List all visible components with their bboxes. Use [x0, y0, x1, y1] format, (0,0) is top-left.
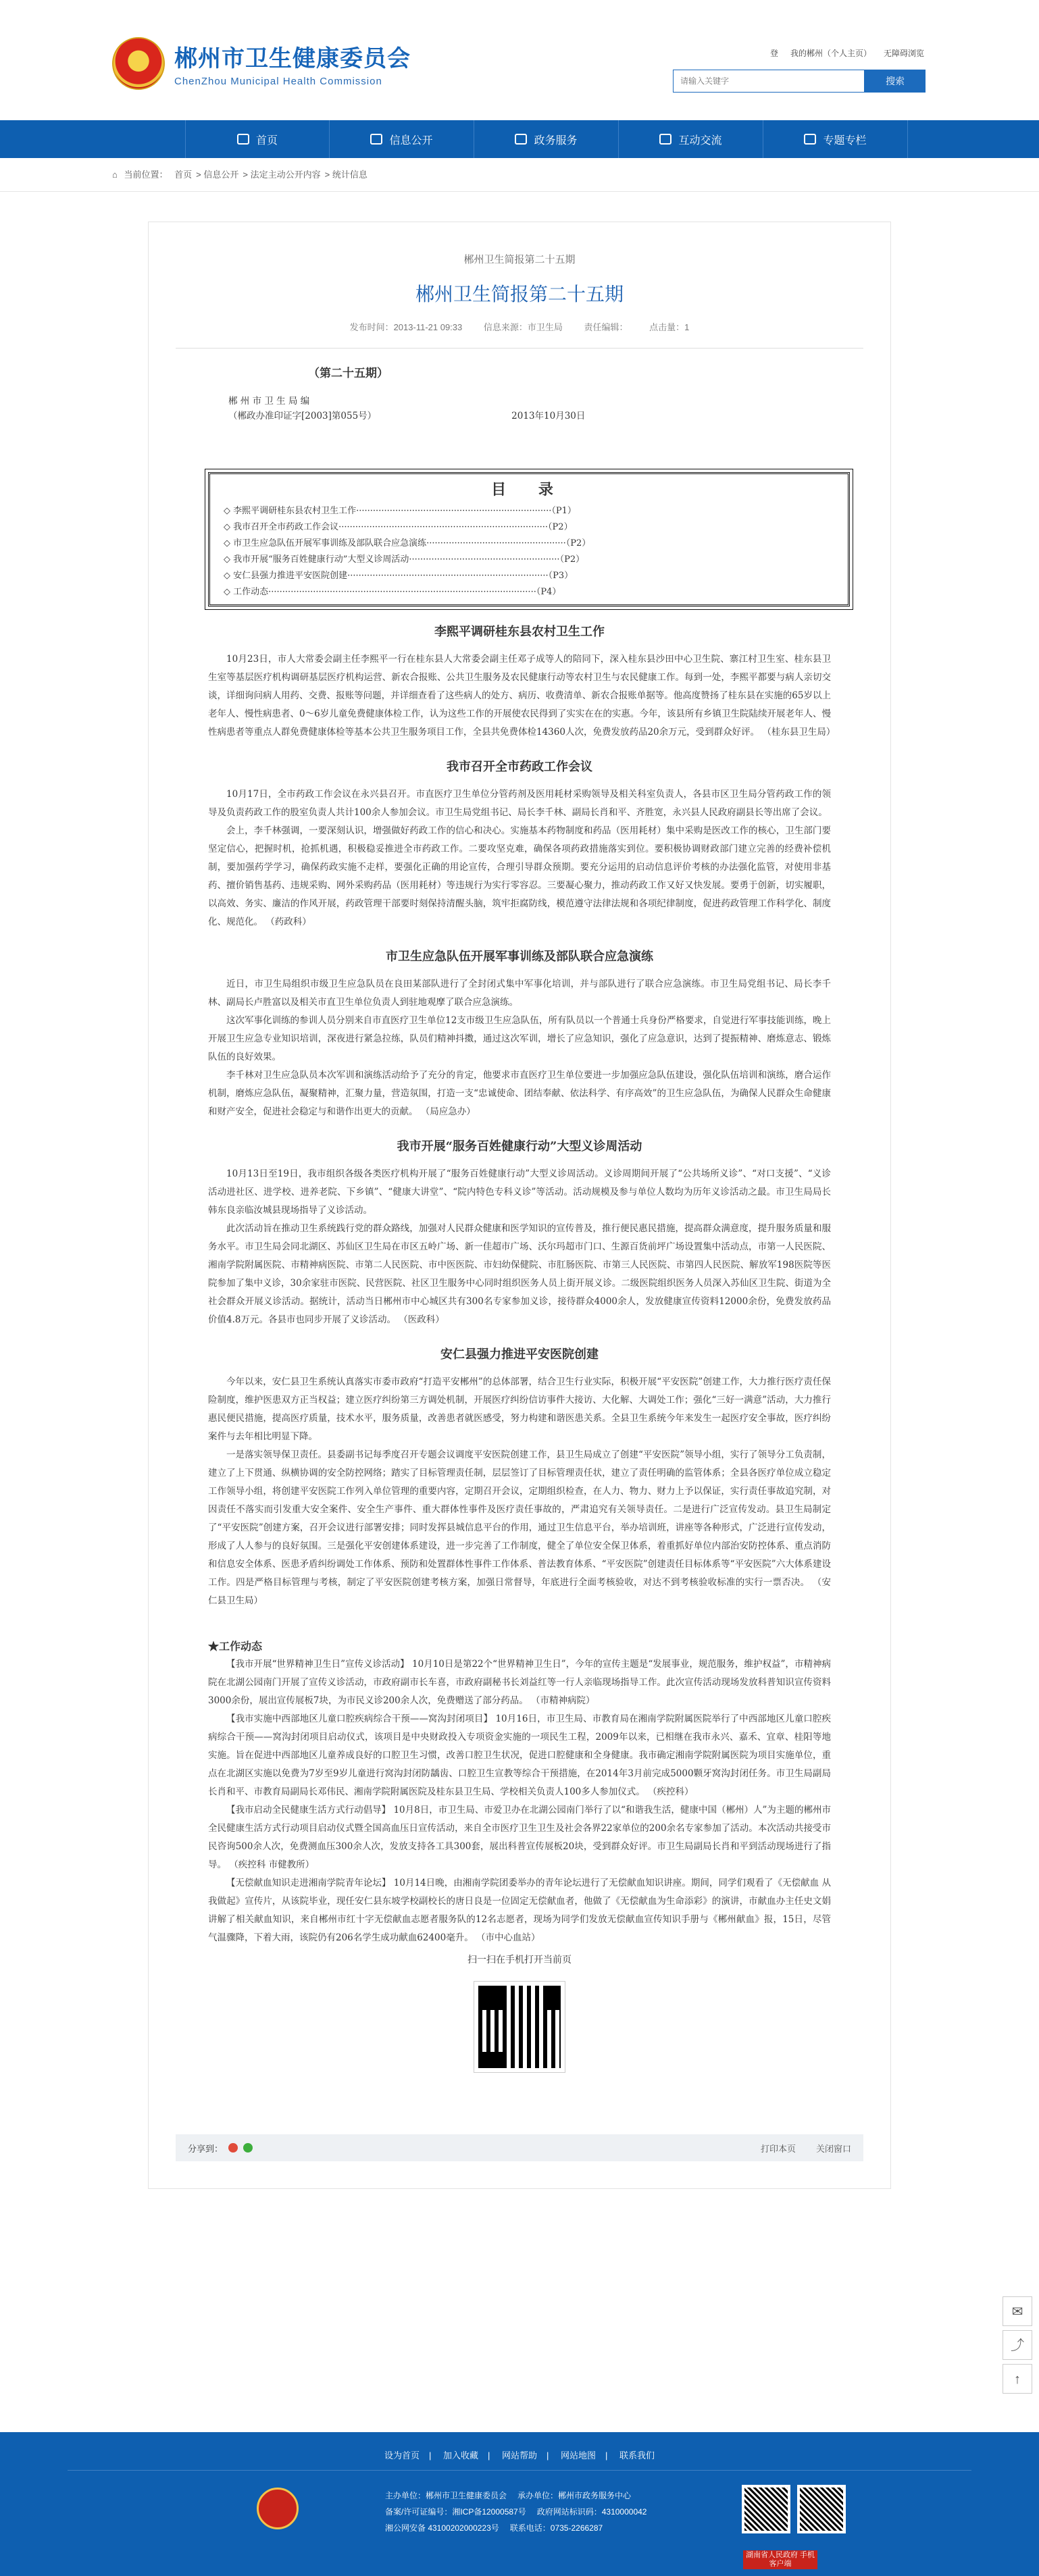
side-float-bar [1003, 2296, 1032, 2398]
bureau-info: 郴 州 市 卫 生 局 编 （郴政办准印证字[2003]第055号） 2013年10月30日 [228, 396, 586, 421]
section-title: 我市开展“服务百姓健康行动”大型义诊周活动 [397, 1139, 642, 1154]
nav-home[interactable]: 首页 [185, 120, 330, 158]
article [148, 222, 891, 2189]
footer-info: 主办单位：郴州市卫生健康委员会 承办单位：郴州市政务服务中心 备案/许可证编号：湘ICP备12000587号 政府网站标识码：4310000042 湘公网安备 43100202000223号 联系电话：0735-2266287 [385, 2491, 647, 2533]
paragraph: 一是落实领导保卫责任。县委副书记每季度召开专题会议调度平安医院创建工作，县卫生局成立了创建“平安医院”领导小组，实行了领导分工负责制，建立了上下贯通、纵横协调的安全防控网络；踏实了目标管理责任制，层层签订了目标管理责任状，建立了责任明确的监管体系；全县各医疗单位成立稳定工作领导小组，将创建平安医院工作列入单位管理的重要内容，定期召开会议，定期组织检查，在人力、物力、财力上予以保证，实行责任事故追究制，对因责任不落实而引发重大安全案件、安全生产事件、重大群体性事件及医疗责任事故的，严肃追究有关领导责任。二是进行广泛宣传发动。县卫生局制定了“平安医院”创建方案，召开会议进行部署安排；同时发挥县城信息平台的作用，通过卫生信息平台，举办培训班，讲座等各种形式，广泛进行宣传发动，形成了人人参与的良好氛围。三是强化平安创建体系建设，进一步完善了工作制度，健全了单位安全保卫体系，着重抓好单位内部治安防控体系、重点消防和信息安全体系、医患矛盾纠纷调处工作体系、预防和处置群体性事件工作体系、普法教育体系、“平安医院”创建责任目标体系等“平安医院”六大体系建设工作。四是严格目标管理与考核，制定了平安医院创建考核方案，加强日常督导，年底进行全面考核验收，对达不到考核验收标准的实行一票否决。 （安仁县卫生局） [208, 1449, 831, 1606]
paragraph: 10月17日，全市药政工作会议在永兴县召开。市直医疗卫生单位分管药剂及医用耗材采购领导及相关科室负责人，各县市区卫生局分管药政工作的领导及负责药政工作的股室负责人共计100余人参加会议。市卫生局党组书记、局长李千林、副局长肖和平、齐胜宽，永兴县人民政府副县长等出席了会议。 [208, 789, 831, 818]
section-title: 市卫生应急队伍开展军事训练及部队联合应急演练 [386, 950, 653, 964]
nav-info-disclosure[interactable]: 信息公开 [330, 120, 474, 158]
home-icon [237, 134, 249, 145]
breadcrumb: ⌂ 当前位置： 首页 > 信息公开 > 法定主动公开内容 > 统计信息 [0, 158, 1039, 192]
toc-item: ◇ 我市召开全市药政工作会议···········································································（P2） [224, 522, 573, 532]
nav-interaction[interactable]: 互动交流 [619, 120, 763, 158]
footer-qr-code [742, 2485, 790, 2533]
paragraph: 10月13日至19日，我市组织各级各类医疗机构开展了“服务百姓健康行动”大型义诊周活动。义诊周期间开展了“公共场所义诊”、“对口支援”、“义诊活动进社区、进学校、进养老院、下乡镇”、“健康大讲堂”、“院内特色专科义诊”等活动。活动规模及参与单位人数均为历年义诊活动之最。市卫生局局长韩东良亲临汝城县现场指导了义诊活动。 [208, 1168, 831, 1216]
footer-qr-code [797, 2485, 846, 2533]
weibo-icon[interactable] [228, 2143, 238, 2153]
accessibility-link[interactable]: 无障碍浏览 [883, 49, 924, 58]
toc-item: ◇ 市卫生应急队伍开展军事训练及部队联合应急演练··················································（P2） [224, 538, 591, 548]
table-of-contents [208, 472, 850, 607]
footer-link[interactable]: 加入收藏 [442, 2450, 478, 2461]
header [0, 0, 1039, 120]
paragraph: 这次军事化训练的参训人员分别来自市直医疗卫生单位12支市级卫生应急队伍，所有队员以一个普通士兵身份严格要求，自觉进行军事技能训练，晚上开展卫生应急专业知识培训，深夜进行紧急拉练，队员们精神抖擞，通过这次军训，增长了应急知识，强化了应急意识，达到了提振精神、磨炼意志、锻炼队伍的良好效果。 [208, 1015, 831, 1062]
article-title: 郴州卫生简报第二十五期 [415, 283, 624, 305]
site-logo[interactable] [112, 37, 411, 90]
paragraph: 【我市启动全民健康生活方式行动倡导】 10月8日，市卫生局、市爱卫办在北湖公园南门举行了以“和谐我生活，健康中国（郴州）人”为主题的郴州市全民健康生活方式行动项目启动仪式暨全国高血压日宣传活动，来自全市医疗卫生卫生及社会各界22家单位的200余名专家参加了活动。本次活动共接受市民咨询500余人次，免费测血压300余人次，发放支持各工具300套，展出科普宣传展板20块，受到群众好评。市卫生局副局长肖和平到活动现场进行了指导。 （疾控科 市健教所） [208, 1805, 831, 1870]
article-subtitle: 郴州卫生简报第二十五期 [463, 254, 576, 265]
qr-caption: 扫一扫在手机打开当前页 [467, 1955, 572, 1965]
national-emblem-icon [112, 37, 165, 90]
gov-app-badge[interactable]: 湖南省人民政府 手机客户端 [743, 2550, 817, 2569]
search-button[interactable]: 搜索 [865, 70, 926, 93]
search-bar [673, 70, 926, 93]
paragraph: 李千林对卫生应急队员本次军训和演练活动给予了充分的肯定，他要求市直医疗卫生单位要进一步加强应急队伍建设，强化队伍培训和演练，磨合运作机制，磨炼应急队伍，凝聚精神，汇聚力量，营造氛围，打造一支“忠诚使命、团结奉献、依法科学、有序高效”的卫生应急队伍，为确保人民群众生命健康和财产安全，促进社会稳定与和谐作出更大的贡献。 （局应急办） [208, 1070, 831, 1117]
toc-item: ◇ 安仁县强力推进平安医院创建········································································（P3） [224, 571, 574, 581]
section-title: 李熙平调研桂东县农村卫生工作 [434, 625, 605, 639]
footer-links: 设为首页 | 加入收藏 | 网站帮助 | 网站地图 | 联系我们 [384, 2450, 655, 2461]
section-title: 安仁县强力推进平安医院创建 [440, 1347, 599, 1362]
toc-item: ◇ 工作动态································································································（P4） [224, 587, 561, 597]
paragraph: 【我市开展“世界精神卫生日”宣传义诊活动】 10月10日是第22个“世界精神卫生日”，今年的宣传主题是“发展事业，规范服务，维护权益”，市精神病院在北湖公园南门开展了宣传义诊活动，市政府副市长车喜，市政府副秘书长刘益红等一行人亲临现场指导工作。此次宣传活动现场发放科普知识宣传资料3000余份，展出宣传展板7块，为市民义诊200余人次，免费赠送了部分药品。 （市精神病院） [208, 1659, 831, 1706]
layers-icon [804, 134, 816, 145]
crumb-legal[interactable]: 法定主动公开内容 [250, 170, 321, 180]
top-links [770, 47, 924, 59]
toc-title: 目 录 [491, 481, 567, 498]
nav-special-topics[interactable]: 专题专栏 [763, 120, 908, 158]
my-chenzhou-link[interactable]: 我的郴州（个人主页） [790, 49, 871, 58]
footer [0, 2432, 1039, 2576]
issue-number: （第二十五期） [308, 367, 388, 380]
site-subtitle: ChenZhou Municipal Health Commission [174, 76, 382, 87]
print-button[interactable]: 打印本页 [760, 2143, 796, 2154]
qr-code [474, 1982, 565, 2072]
paragraph: 10月23日，市人大常委会副主任李熙平一行在桂东县人大常委会副主任邓子成等人的陪同下，深入桂东县沙田中心卫生院、寨江村卫生室、桂东县卫生室等基层医疗机构调研基层医疗机构运营、新农合报账、公共卫生服务及农民健康行动等农村卫生与农民健康工作。每到一处，李熙平都要与病人亲切交谈，详细询问病人用药、交费、报账等问题，并详细查看了这些病人的处方、病历、收费清单、新农合报账单据等。他高度赞扬了桂东县在实施的65岁以上老年人、慢性病患者、0～6岁儿童免费健康体检工作，认为这些工作的开展使农民得到了实实在在的实惠。今年，该县所有乡镇卫生院陆续开展老年人、慢性病患者等重点人群免费健康体检等基本公共卫生服务项目工作，全县共免费体检14360人次，免费发放药品20余万元，受到群众好评。 （桂东县卫生局） [208, 654, 836, 738]
toc-item: ◇ 李熙平调研桂东县农村卫生工作······································································（P1） [224, 506, 576, 516]
paragraph: 【我市实施中西部地区儿童口腔疾病综合干预——窝沟封闭项目】 10月16日，市卫生局、市教育局在湘南学院附属医院举行了中西部地区儿童口腔疾病综合干预——窝沟封闭项目启动仪式，该项目是中央财政投入专项资金实施的一项民生工程，2009年以来，已相继在我市永兴、嘉禾、宜章、桂阳等地实施。旨在促进中西部地区儿童养成良好的口腔卫生习惯，改善口腔卫生状况，促进口腔健康和全身健康。我市确定湘南学院附属医院为项目实施单位，重点在北湖区实施以免费为7岁至9岁儿童进行窝沟封闭防龋齿、口腔卫生宣教等综合干预措施，在2014年3月前完成5000颗牙窝沟封闭任务。市卫生局副局长肖和平、市教育局副局长邓伟民、湘南学院附属医院及桂东县卫生局、学校相关负责人100多人参加仪式。 （疾控科） [208, 1714, 831, 1797]
main-nav [0, 120, 1039, 158]
nav-gov-service[interactable]: 政务服务 [474, 120, 619, 158]
close-window-button[interactable]: 关闭窗口 [815, 2143, 851, 2154]
paragraph: 【无偿献血知识走进湘南学院青年论坛】 10月14日晚，由湘南学院团委举办的青年论坛进行了无偿献血知识讲座。期间，同学们观看了《无偿献血 从我做起》宣传片，从该院毕业，现任安仁县东坡学校副校长的唐日良是一位固定无偿献血者，他做了《无偿献血为生命添彩》的演讲，市献血办主任史文娟讲解了相关献血知识，来自郴州市红十字无偿献血志愿者服务队的12名志愿者，现场为同学们发放无偿献血宣传知识手册与《郴州献血》报，15日，尽管气温骤降，下着大雨，该院仍有206名学生成功献血62400毫升。 （市中心血站） [208, 1878, 831, 1943]
site-title: 郴州市卫生健康委员会 [174, 45, 411, 72]
toc-item: ◇ 我市开展“服务百姓健康行动”大型义诊周活动······················································（P2） [224, 555, 585, 565]
chat-icon [659, 134, 671, 145]
crumb-info[interactable]: 信息公开 [203, 170, 239, 180]
paragraph: 今年以来，安仁县卫生系统认真落实市委市政府“打造平安郴州”的总体部署，结合卫生行业实际，积极开展“平安医院”创建工作，大力推行医疗责任保险制度，维护医患双方正当权益；建立医疗纠纷第三方调处机制，开展医疗纠纷信访事件大接访、大化解、大调处工作；强化“三好一满意”活动，大力推行惠民便民措施，提高医疗质量，技术水平，服务质量，改善患者就医感受，努力构建和谐医患关系。全县卫生系统今年来发生一起医疗安全事故，医疗纠纷案件与去年相比明显下降。 [208, 1376, 831, 1442]
article-meta: 发布时间：2013-11-21 09:33 信息来源：市卫生局 责任编辑： 点击量：1 [176, 320, 863, 349]
paragraph: 近日，市卫生局组织市级卫生应急队员在良田某部队进行了全封闭式集中军事化培训，并与部队进行了联合应急演练。市卫生局党组书记、局长李千林、副局长卢胜富以及相关市直卫生单位负责人到驻地观摩了联合应急演练。 [208, 979, 831, 1008]
footer-link[interactable]: 网站帮助 [501, 2450, 537, 2461]
footer-link[interactable]: 联系我们 [619, 2450, 655, 2461]
paragraph: 会上，李千林强调，一要深刻认识，增强做好药政工作的信心和决心。实施基本药物制度和药品（医用耗材）集中采购是医改工作的核心，卫生部门要坚定信心，把握时机，抢抓机遇，积极稳妥推进全市药政工作。二要攻坚克难，确保各项药政措施落实到位。要积极协调财政部门建立完善的经费补偿机制，要加强药学学习，确保药政实施不走样，要强化正确的用论宣传，合理引导群众预期。要充分运用的启动信息评价考核的办法强化监管，对使用非基药、擅价销售基药、违规采购、网外采购药品（医用耗材）等违规行为实行零容忍。三要凝心聚力，推动药政工作又好又快发展。要勇于创新，切实履职，以高效、务实、廉洁的作风开展，药政管理干部要时刻保持清醒头脑，筑牢拒腐防线，模范遵守法律法规和各项纪律制度，促进药政管理工作科学化、制度化、规范化。 （药政科） [208, 825, 831, 927]
service-icon [515, 134, 527, 145]
wechat-float-icon[interactable]: ✉ [1003, 2296, 1032, 2326]
paragraph: 此次活动旨在推动卫生系统践行党的群众路线，加强对人民群众健康和医学知识的宣传普及，推行便民惠民措施，提高群众满意度，提升服务质量和服务水平。市卫生局会同北湖区、苏仙区卫生局在市区五岭广场、新一佳超市广场、沃尔玛超市门口、生源百货前坪广场设置集中活动点，市第一人民医院、湘南学院附属医院、市精神病医院、市第二人民医院、市中医医院、市妇幼保健院、市肛肠医院、市第三人民医院、市第四人民医院、解放军198医院等医院参加了集中义诊，30余家驻市医院、民营医院、社区卫生服务中心同时组织医务人员上街开展义诊。二级医院组织医务人员深入苏仙区卫生院、街道为全社会群众开展义诊活动。据统计，活动当日郴州市中心城区共有300名专家参加义诊，接待群众4000余人，发放健康宣传资料12000余份，免费发放药品价值4.8万元。各县市也同步开展了义诊活动。 （医政科） [208, 1223, 831, 1325]
party-gov-badge-icon[interactable] [257, 2488, 299, 2529]
article-body [176, 365, 863, 2072]
search-input[interactable] [673, 70, 865, 93]
footer-link[interactable]: 网站地图 [561, 2450, 597, 2461]
back-to-top-icon[interactable]: ↑ [1003, 2364, 1032, 2394]
section-title: 我市召开全市药政工作会议 [447, 760, 592, 774]
login-link[interactable]: 登 [769, 49, 778, 58]
wechat-icon[interactable] [243, 2143, 253, 2153]
home-icon: ⌂ [112, 170, 118, 180]
work-news-heading: ★工作动态 [208, 1640, 263, 1653]
share-bar: 分享到： 打印本页 关闭窗口 [176, 2134, 863, 2161]
crumb-home[interactable]: 首页 [174, 170, 193, 180]
crumb-stats[interactable]: 统计信息 [332, 170, 368, 180]
footer-link[interactable]: 设为首页 [384, 2450, 420, 2461]
document-icon [370, 134, 382, 145]
share-float-icon[interactable]: ⤴ [1003, 2330, 1032, 2360]
